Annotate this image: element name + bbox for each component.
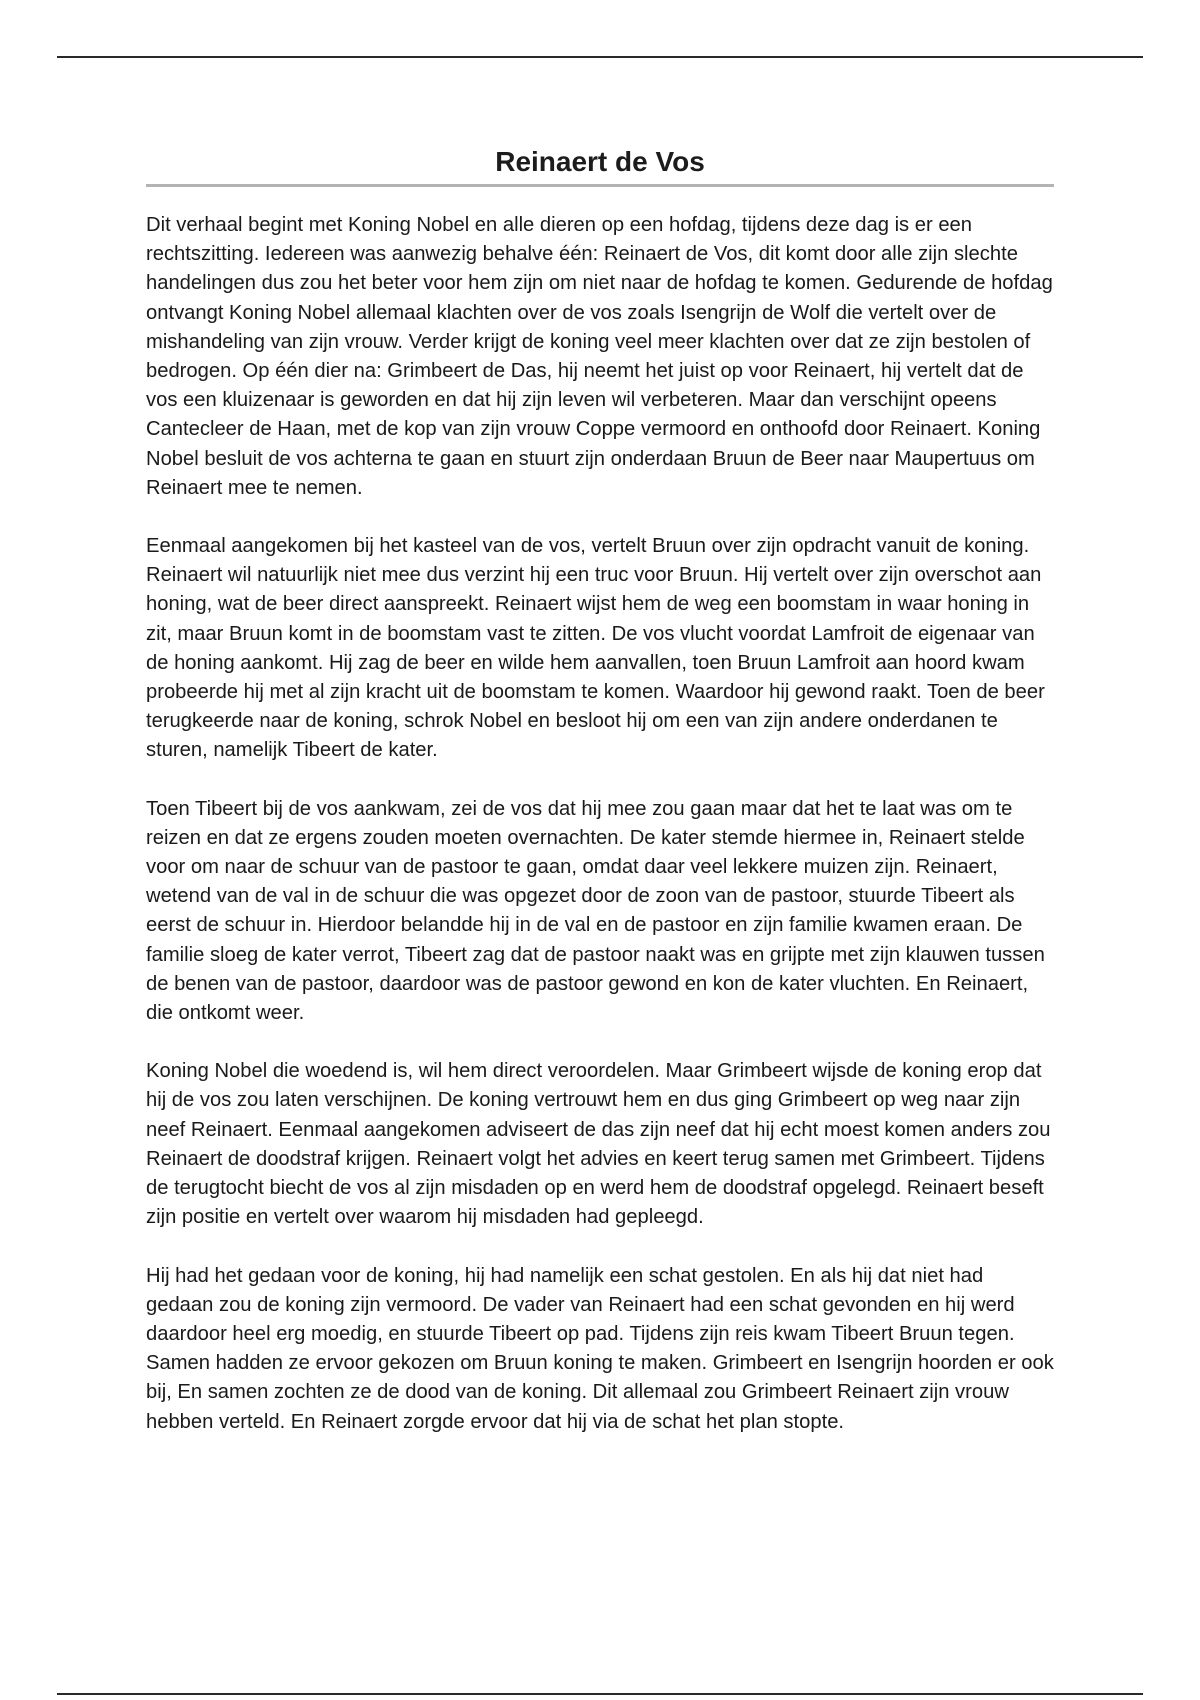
- header-rule: [57, 56, 1143, 58]
- footer-rule: [57, 1693, 1143, 1695]
- paragraph-2: Eenmaal aangekomen bij het kasteel van de vos, vertelt Bruun over zijn opdracht vanuit de koning. Reinaert wil natuurlijk niet mee dus verzint hij een truc voor Bruun. Hij vertelt over zijn overschot aan honing, wat de beer direct aanspreekt. Reinaert wijst hem de weg een boomstam in waar honing in zit, maar Bruun komt in de boomstam vast te zitten. De vos vlucht voordat Lamfroit de eigenaar van de honing aankomt. Hij zag de beer en wilde hem aanvallen, toen Bruun Lamfroit aan hoord kwam probeerde hij met al zijn kracht uit de boomstam te komen. Waardoor hij gewond raakt. Toen de beer terugkeerde naar de koning, schrok Nobel en besloot hij om een van zijn andere onderdanen te sturen, namelijk Tibeert de kater.: [146, 535, 1045, 762]
- paragraph-1: Dit verhaal begint met Koning Nobel en alle dieren op een hofdag, tijdens deze dag is er een rechtszitting. Iedereen was aanwezig behalve één: Reinaert de Vos, dit komt door alle zijn slechte handelingen dus zou het beter voor hem zijn om niet naar de hofdag te komen. Gedurende de hofdag ontvangt Koning Nobel allemaal klachten over de vos zoals Isengrijn de Wolf die vertelt over de mishandeling van zijn vrouw. Verder krijgt de koning veel meer klachten over dat ze zijn bestolen of bedrogen. Op één dier na: Grimbeert de Das, hij neemt het juist op voor Reinaert, hij vertelt dat de vos een kluizenaar is geworden en dat hij zijn leven wil verbeteren. Maar dan verschijnt opeens Cantecleer de Haan, met de kop van zijn vrouw Coppe vermoord en onthoofd door Reinaert. Koning Nobel besluit de vos achterna te gaan en stuurt zijn onderdaan Bruun de Beer naar Maupertuus om Reinaert mee te nemen.: [146, 214, 1053, 499]
- paragraph-4: Koning Nobel die woedend is, wil hem direct veroordelen. Maar Grimbeert wijsde de koning erop dat hij de vos zou laten verschijnen. De koning vertrouwt hem en dus ging Grimbeert op weg naar zijn neef Reinaert. Eenmaal aangekomen adviseert de das zijn neef dat hij echt moest komen anders zou Reinaert de doodstraf krijgen. Reinaert volgt het advies en keert terug samen met Grimbeert. Tijdens de terugtocht biecht de vos al zijn misdaden op en werd hem de doodstraf opgelegd. Reinaert beseft zijn positie en vertelt over waarom hij misdaden had gepleegd.: [146, 1060, 1051, 1229]
- paragraph-5: Hij had het gedaan voor de koning, hij had namelijk een schat gestolen. En als hij dat niet had gedaan zou de koning zijn vermoord. De vader van Reinaert had een schat gevonden en hij werd daardoor heel erg moedig, en stuurde Tibeert op pad. Tijdens zijn reis kwam Tibeert Bruun tegen. Samen hadden ze ervoor gekozen om Bruun koning te maken. Grimbeert en Isengrijn hoorden er ook bij, En samen zochten ze de dood van de koning. Dit allemaal zou Grimbeert Reinaert zijn vrouw hebben verteld. En Reinaert zorgde ervoor dat hij via de schat het plan stopte.: [146, 1264, 1054, 1433]
- paragraph-3: Toen Tibeert bij de vos aankwam, zei de vos dat hij mee zou gaan maar dat het te laat was om te reizen en dat ze ergens zouden moeten overnachten. De kater stemde hiermee in, Reinaert stelde voor om naar de schuur van de pastoor te gaan, omdat daar veel lekkere muizen zijn. Reinaert, wetend van de val in de schuur die was opgezet door de zoon van de pastoor, stuurde Tibeert als eerst de schuur in. Hierdoor belandde hij in de val en de pastoor en zijn familie kwamen eraan. De familie sloeg de kater verrot, Tibeert zag dat de pastoor naakt was en grijpte met zijn klauwen tussen de benen van de pastoor, daardoor was de pastoor gewond en kon de kater vluchten. En Reinaert, die ontkomt weer.: [146, 797, 1045, 1025]
- paragraph-list: [146, 211, 1054, 1437]
- document-title: Reinaert de Vos: [146, 140, 1054, 187]
- document-body: [146, 140, 1054, 1466]
